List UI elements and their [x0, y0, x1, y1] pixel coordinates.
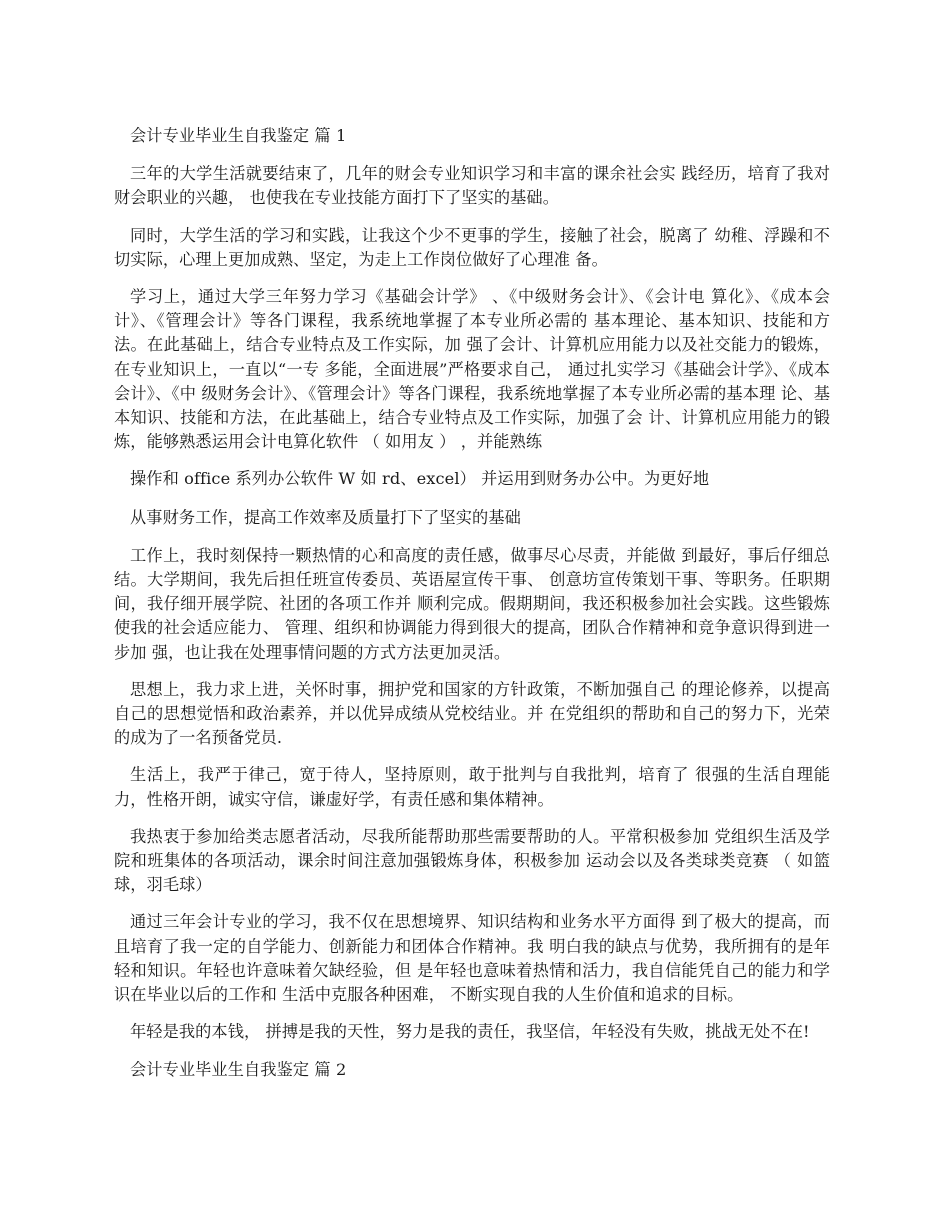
paragraph-life: 生活上，我严于律己，宽于待人，坚持原则，敢于批判与自我批判，培育了 很强的生活自理能力，性格开朗，诚实守信，谦虚好学，有责任感和集体精神。 — [114, 765, 830, 809]
paragraph-intro: 三年的大学生活就要结束了，几年的财会专业知识学习和丰富的课余社会实 践经历，培育了我对财会职业的兴趣， 也使我在专业技能方面打下了坚实的基础。 — [114, 164, 830, 208]
paragraph-office-skills: 操作和 office 系列办公软件 W 如 rd、excel） 并运用到财务办公中。为更好地 — [130, 469, 710, 489]
section-heading-2: 会计专业毕业生自我鉴定 篇 2 — [130, 1059, 347, 1079]
paragraph-thought: 思想上，我力求上进，关怀时事，拥护党和国家的方针政策，不断加强自己 的理论修养，以提高自己的思想觉悟和政治素养，并以优异成绩从党校结业。并 在党组织的帮助和自己的努力下，光荣的成为了一名预备党员. — [114, 679, 830, 748]
paragraph-summary: 通过三年会计专业的学习，我不仅在思想境界、知识结构和业务水平方面得 到了极大的提高，而且培育了我一定的自学能力、创新能力和团体合作精神。我 明白我的缺点与优势，我所拥有的是年轻和知识。年轻也许意味着欠缺经验，但 是年轻也意味着热情和活力，我自信能凭自己的能力和学识在毕业以后的工作和 生活中克服各种困难， 不断实现自我的人生价值和追求的目标。 — [114, 912, 830, 1005]
section-heading-1: 会计专业毕业生自我鉴定 篇 1 — [130, 126, 347, 145]
paragraph-youth: 年轻是我的本钱， 拼搏是我的天性，努力是我的责任，我坚信，年轻没有失败，挑战无处不在! — [130, 1022, 810, 1042]
paragraph-foundation: 从事财务工作，提高工作效率及质量打下了坚实的基础 — [130, 507, 521, 527]
paragraph-work: 工作上，我时刻保持一颗热情的心和高度的责任感，做事尽心尽责，并能做 到最好，事后仔细总结。大学期间，我先后担任班宣传委员、英语屋宣传干事、 创意坊宣传策划干事、等职务。任职期间，我仔细开展学院、社团的各项工作并 顺利完成。假期期间，我还积极参加社会实践。这些锻炼使我的社会适应能力、 管理、组织和协调能力得到很大的提高，团队合作精神和竞争意识得到进一步加 强，也让我在处理事情问题的方式方法更加灵活。 — [114, 545, 830, 662]
paragraph-study: 学习上，通过大学三年努力学习《基础会计学》 、《中级财务会计》、《会计电 算化》、《成本会计》、《管理会计》等各门课程，我系统地掌握了本专业所必需的 基本理论、基本知识、技能和方法。在此基础上，结合专业特点及工作实际，加 强了会计、计算机应用能力以及社交能力的锻炼，在专业知识上，一直以“一专 多能，全面进展”严格要求自己， 通过扎实学习《基础会计学》、《成本会计》、《中 级财务会计》、《管理会计》等各门课程，我系统地掌握了本专业所必需的基本理 论、基本知识、技能和方法，在此基础上，结合专业特点及工作实际，加强了会 计、计算机应用能力的锻炼，能够熟悉运用会计电算化软件 （ 如用友 ） ，并能熟练 — [114, 287, 830, 452]
paragraph-growth: 同时，大学生活的学习和实践，让我这个少不更事的学生，接触了社会，脱离了 幼稚、浮躁和不切实际，心理上更加成熟、坚定，为走上工作岗位做好了心理准 备。 — [114, 225, 830, 269]
document-page — [114, 124, 830, 1096]
paragraph-volunteer: 我热衷于参加给类志愿者活动，尽我所能帮助那些需要帮助的人。平常积极参加 党组织生活及学院和班集体的各项活动，课余时间注意加强锻炼身体，积极参加 运动会以及各类球类竞赛 （ 如篮球，羽毛球） — [114, 826, 830, 895]
